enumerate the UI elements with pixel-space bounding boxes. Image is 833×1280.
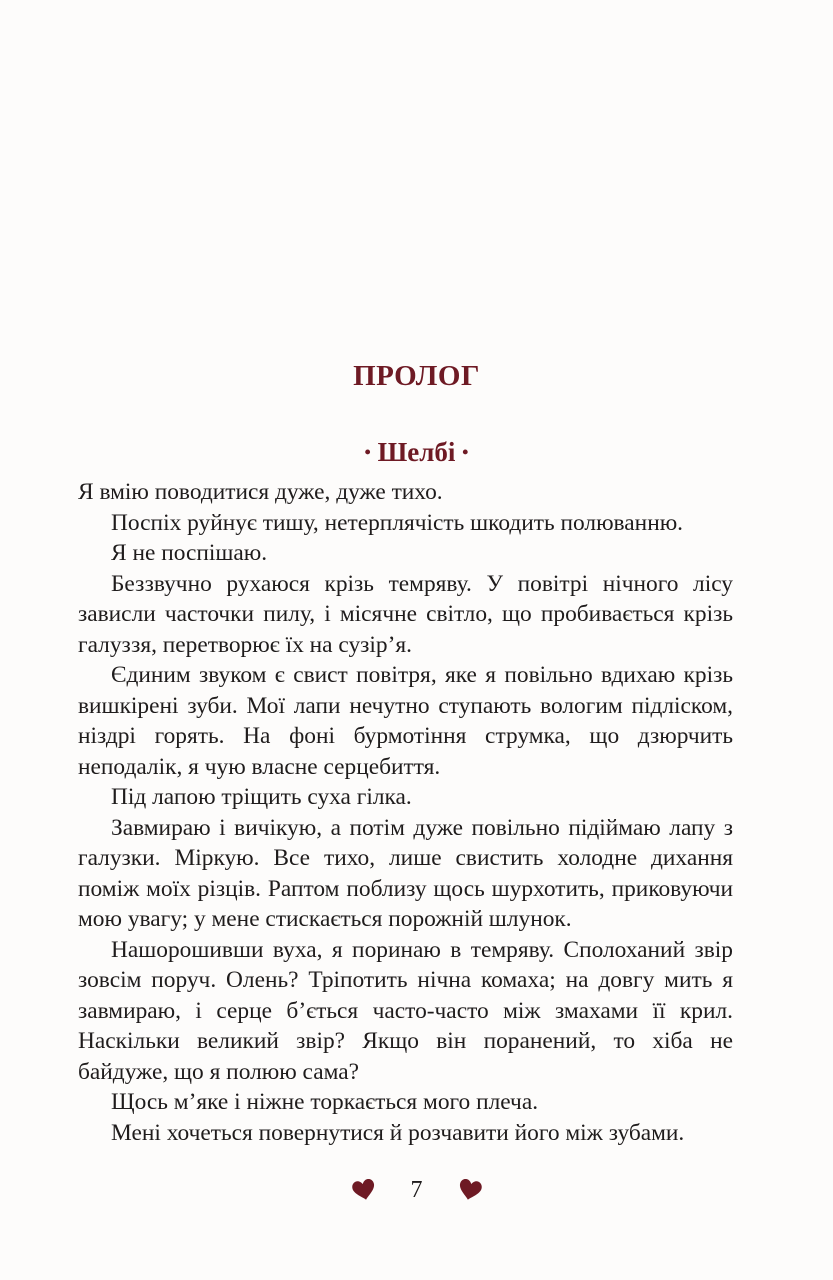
paragraph: Щось м’яке і ніжне торкається мого плеча. [111, 1089, 539, 1115]
bullet-right: • [462, 442, 469, 463]
paragraph: Під лапою тріщить суха гілка. [111, 784, 412, 810]
paragraph: Я не поспішаю. [111, 540, 268, 566]
paragraph: Мені хочеться повернутися й розчавити його між зубами. [111, 1119, 685, 1146]
page-footer [0, 1172, 833, 1208]
page-number: 7 [410, 1176, 423, 1203]
paragraph: Я вмію поводитися дуже, дуже тихо. [78, 479, 443, 505]
paragraph: Поспіх руйнує тишу, нетерплячість шкодить полюванню. [111, 509, 684, 536]
body-text [78, 477, 733, 1148]
pov-heading [0, 437, 833, 468]
chapter-title: ПРОЛОГ [353, 360, 480, 392]
pov-name: Шелбі [377, 437, 456, 467]
paragraph: Нашорошивши вуха, я поринаю в темряву. Сполоханий звір зовсім поруч. Олень? Тріпотить нічна комаха; на довгу мить я завмираю, і серце б’ється часто-часто між змахами її крил. Наскільки великий звір? Якщо він поранений, то хіба не байдуже, що я полюю сама? [78, 936, 733, 1085]
paragraph: Єдиним звуком є свист повітря, яке я повільно вдихаю крізь вишкірені зуби. Мої лапи нечутно ступають вологим підліском, ніздрі горять. На фоні бурмотіння струмка, що дзюрчить неподалік, я чую власне серцебиття. [78, 662, 733, 780]
bullet-left: • [364, 442, 371, 463]
paragraph: Беззвучно рухаюся крізь темряву. У повітрі нічного лісу зависли часточки пилу, і місячне світло, що пробивається крізь галуззя, перетворює їх на сузір’я. [78, 570, 733, 658]
heart-icon [351, 1179, 377, 1201]
heart-icon [457, 1179, 483, 1201]
paragraph: Завмираю і вичікую, а потім дуже повільно підіймаю лапу з галузки. Міркую. Все тихо, лише свистить холодне дихання поміж моїх різців. Раптом поблизу щось шурхотить, приковуючи мою увагу; у мене стискається порожній шлунок. [78, 814, 733, 932]
